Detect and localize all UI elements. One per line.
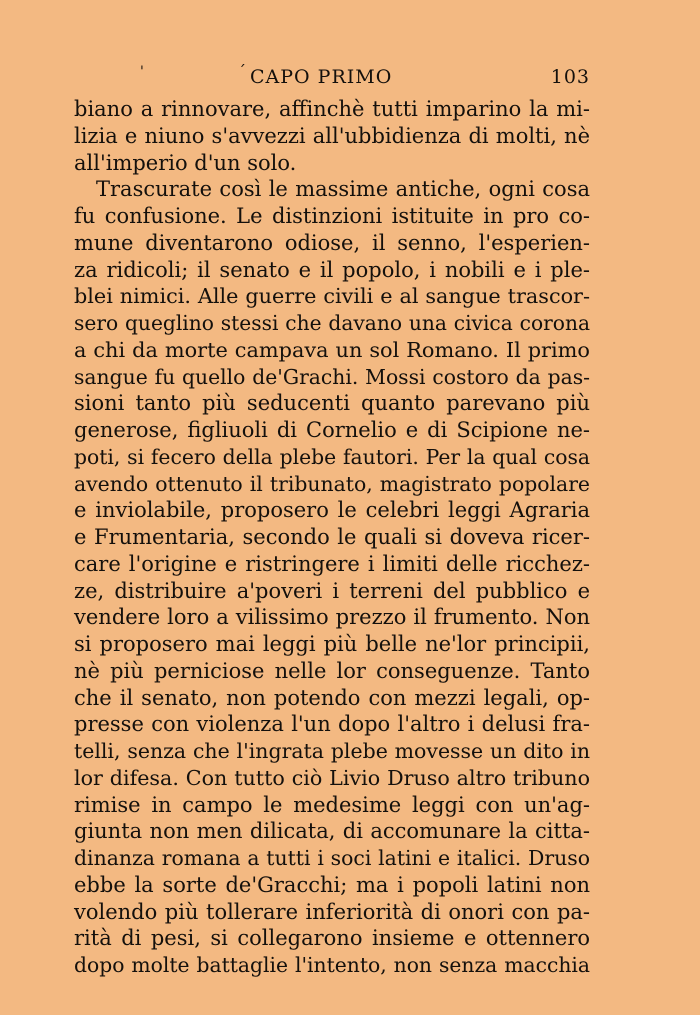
text-line: rità di pesi, si collegarono insieme e ottennero	[74, 926, 590, 951]
text-line: telli, senza che l'ingrata plebe movesse un dito in	[74, 739, 590, 763]
text-line: ze, distribuire a'poveri i terreni del pubblico e	[74, 578, 590, 603]
text-line: presse con violenza l'un dopo l'altro i delusi fra-	[74, 712, 590, 737]
text-line: e inviolabile, proposero le celebri leggi Agraria	[74, 498, 590, 523]
text-line: lor difesa. Con tutto ciò Livio Druso altro tribuno	[74, 765, 590, 790]
text-line: mune diventarono odiose, il senno, l'esperien-	[74, 230, 590, 255]
book-page	[74, 62, 590, 979]
text-line: all'imperio d'un solo.	[74, 150, 297, 175]
text-line: si proposero mai leggi più belle ne'lor principii,	[74, 632, 590, 656]
text-line: vendere loro a vilissimo prezzo il frumento. Non	[74, 605, 590, 630]
text-line: avendo ottenuto il tribunato, magistrato popolare	[74, 471, 590, 496]
text-line: dinanza romana a tutti i soci latini e italici. Druso	[74, 846, 590, 870]
chapter-title: CAPO PRIMO	[250, 66, 393, 88]
text-line: Trascurate così le massime antiche, ogni cosa	[96, 177, 590, 202]
text-line: giunta non men dilicata, di accomunare la citta-	[74, 819, 590, 844]
text-line: sero queglino stessi che davano una civica corona	[74, 311, 590, 335]
text-line: za ridicoli; il senato e il popolo, i nobili e i ple-	[74, 257, 590, 282]
text-line: sioni tanto più seducenti quanto parevano più	[74, 391, 590, 416]
text-line: generose, figliuoli di Cornelio e di Scipione ne-	[74, 418, 590, 442]
text-line: che il senato, non potendo con mezzi legali, op-	[74, 685, 590, 710]
text-line: dopo molte battaglie l'intento, non senza macchia	[74, 953, 590, 977]
text-line: lizia e niuno s'avvezzi all'ubbidienza di molti, nè	[74, 123, 590, 148]
page-number: 103	[550, 66, 590, 88]
text-line: volendo più tollerare inferiorità di onori con pa-	[74, 899, 590, 924]
text-line: biano a rinnovare, affinchè tutti imparino la mi-	[74, 97, 590, 121]
text-line: e Frumentaria, secondo le quali si doveva ricer-	[74, 525, 590, 549]
running-header	[74, 62, 590, 96]
text-line: fu confusione. Le distinzioni istituite in pro co-	[74, 204, 590, 228]
body-text	[74, 96, 590, 979]
header-mark-left: '	[140, 64, 145, 80]
text-line: sangue fu quello de'Grachi. Mossi costoro da pas-	[74, 364, 590, 389]
header-mark-right: ´	[238, 62, 247, 81]
text-line: nè più perniciose nelle lor conseguenze. Tanto	[74, 658, 590, 683]
text-line: ebbe la sorte de'Gracchi; ma i popoli latini non	[74, 872, 590, 897]
text-line: rimise in campo le medesime leggi con un'ag-	[74, 792, 590, 817]
text-line: care l'origine e ristringere i limiti delle ricchez-	[74, 551, 590, 576]
text-line: blei nimici. Alle guerre civili e al sangue trascor-	[74, 284, 590, 309]
text-line: poti, si fecero della plebe fautori. Per la qual cosa	[74, 444, 590, 469]
text-line: a chi da morte campava un sol Romano. Il primo	[74, 337, 590, 362]
